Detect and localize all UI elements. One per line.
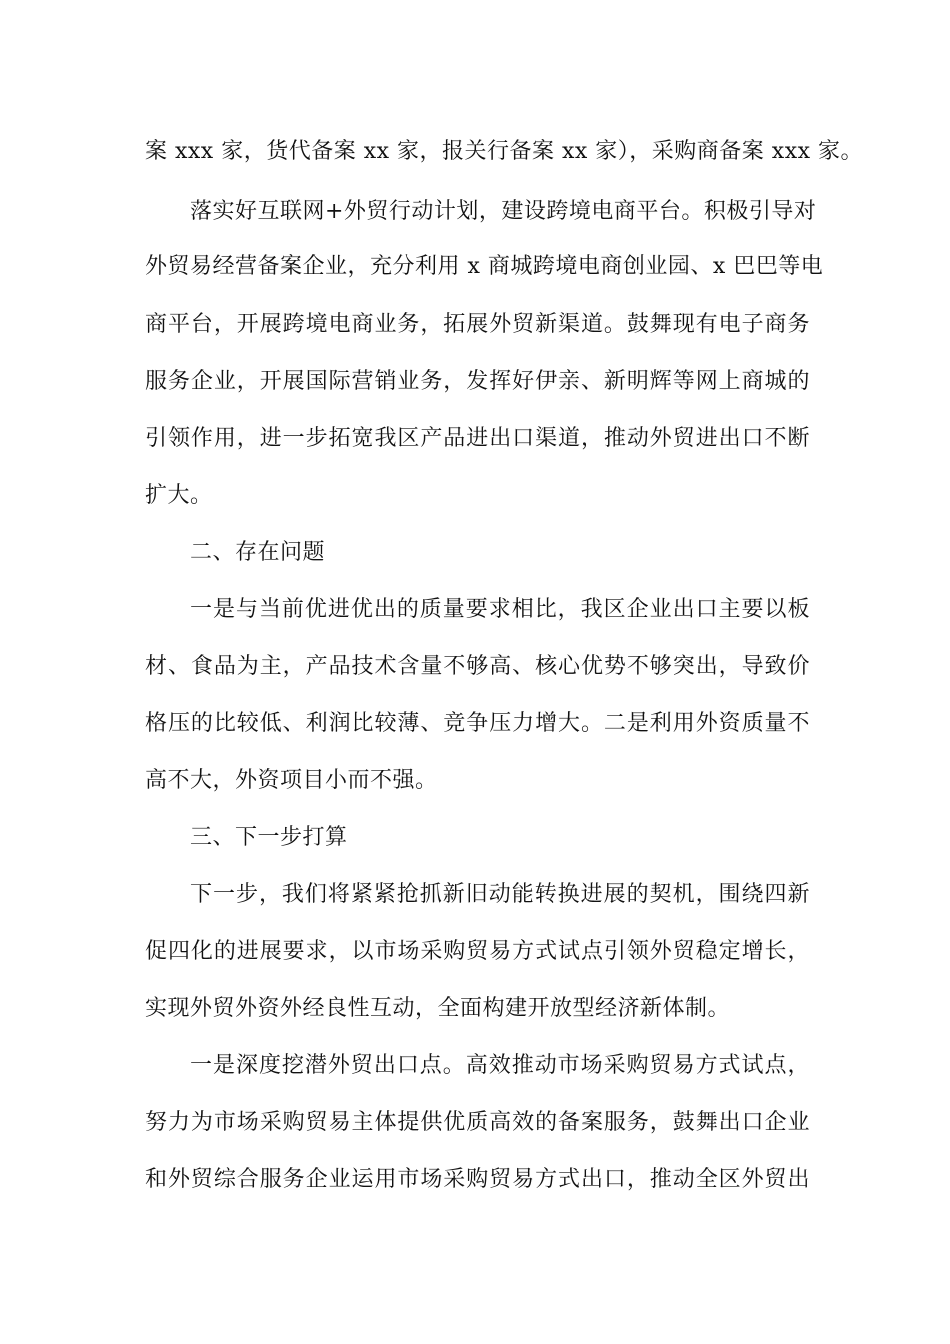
text-line: 外贸易经营备案企业，充分利用 x 商城跨境电商创业园、x 巴巴等电 bbox=[145, 254, 824, 279]
text-line: 材、食品为主，产品技术含量不够高、核心优势不够突出，导致价 bbox=[145, 654, 810, 679]
section-heading: 二、存在问题 bbox=[190, 540, 326, 565]
text-line: 商平台，开展跨境电商业务，拓展外贸新渠道。鼓舞现有电子商务 bbox=[145, 312, 810, 337]
text-line: 扩大。 bbox=[145, 483, 213, 508]
text-line: 一是深度挖潜外贸出口点。高效推动市场采购贸易方式试点， bbox=[190, 1053, 810, 1078]
text-line: 和外贸综合服务企业运用市场采购贸易方式出口，推动全区外贸出 bbox=[145, 1167, 810, 1192]
text-line: 案 xxx 家，货代备案 xx 家，报关行备案 xx 家），采购商备案 xxx 家。 bbox=[145, 139, 864, 164]
text-line: 努力为市场采购贸易主体提供优质高效的备案服务，鼓舞出口企业 bbox=[145, 1110, 810, 1135]
text-line: 服务企业，开展国际营销业务，发挥好伊亲、新明辉等网上商城的 bbox=[145, 369, 810, 394]
text-line: 一是与当前优进优出的质量要求相比，我区企业出口主要以板 bbox=[190, 597, 810, 622]
text-line: 引领作用，进一步拓宽我区产品进出口渠道，推动外贸进出口不断 bbox=[145, 426, 810, 451]
text-line: 实现外贸外资外经良性互动，全面构建开放型经济新体制。 bbox=[145, 996, 731, 1021]
text-line: 促四化的进展要求，以市场采购贸易方式试点引领外贸稳定增长， bbox=[145, 939, 810, 964]
section-heading: 三、下一步打算 bbox=[190, 825, 348, 850]
text-line: 高不大，外资项目小而不强。 bbox=[145, 768, 438, 793]
text-line: 落实好互联网+外贸行动计划，建设跨境电商平台。积极引导对 bbox=[190, 199, 817, 224]
text-line: 下一步，我们将紧紧抢抓新旧动能转换进展的契机，围绕四新 bbox=[190, 882, 810, 907]
text-line: 格压的比较低、利润比较薄、竞争压力增大。二是利用外资质量不 bbox=[145, 711, 810, 736]
